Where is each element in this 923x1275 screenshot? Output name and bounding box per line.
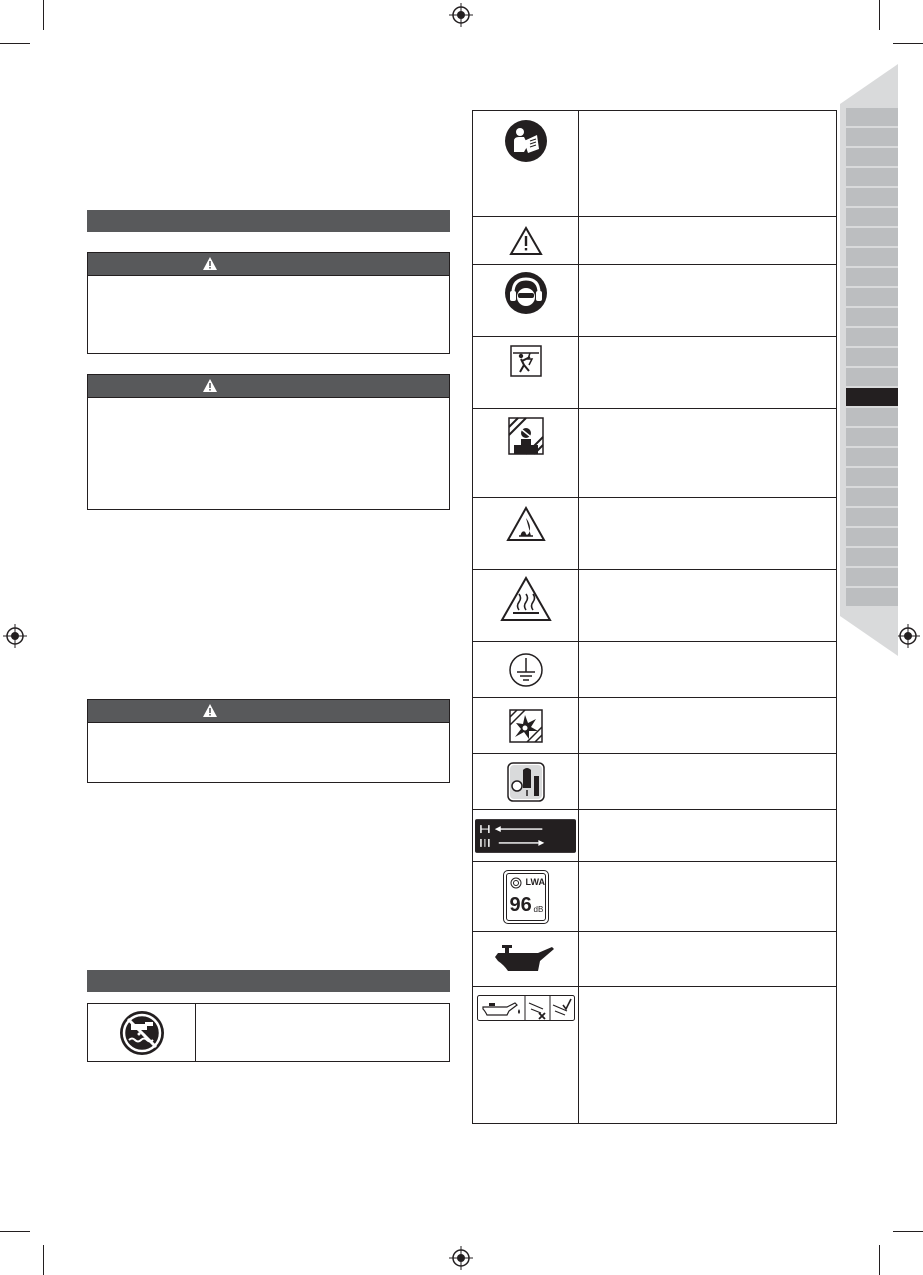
language-tab[interactable]: [846, 108, 898, 126]
symbols-table: [472, 110, 837, 1124]
warning-box: [87, 699, 450, 783]
warning-box: [87, 252, 450, 354]
language-tab[interactable]: [846, 448, 898, 466]
language-tab[interactable]: [846, 208, 898, 226]
symbol-row: [473, 754, 836, 810]
symbol-icon-cell: [473, 337, 579, 408]
language-tab[interactable]: [846, 548, 898, 566]
crop-mark: [43, 1245, 44, 1275]
language-tab[interactable]: [846, 128, 898, 146]
language-tab[interactable]: [846, 348, 898, 366]
thrown-objects-icon: [508, 417, 544, 455]
symbol-row: [473, 698, 836, 754]
symbol-row: [473, 810, 836, 862]
symbol-icon-cell: [473, 698, 579, 753]
no-water-row: [87, 1003, 450, 1062]
symbol-row: [473, 862, 836, 932]
language-tab[interactable]: [846, 268, 898, 286]
crop-mark: [879, 1245, 880, 1275]
symbol-row: [473, 642, 836, 698]
crop-mark: [43, 0, 44, 30]
symbol-text: [579, 698, 836, 753]
language-tab[interactable]: [846, 288, 898, 306]
crop-mark: [879, 0, 880, 30]
language-tab[interactable]: [846, 488, 898, 506]
hot-surface-icon: [500, 576, 552, 622]
symbol-icon-cell: [473, 111, 579, 216]
warning-triangle-icon: [202, 703, 218, 718]
symbol-icon-cell: [473, 409, 579, 497]
language-tab[interactable]: [846, 148, 898, 166]
language-tab[interactable]: [846, 248, 898, 266]
symbol-text: [579, 265, 836, 336]
language-tab-active[interactable]: [846, 388, 898, 406]
registration-mark-icon: [449, 1246, 473, 1270]
symbol-icon-cell: [473, 862, 579, 931]
explosion-icon: [509, 709, 543, 743]
symbol-row: [473, 337, 836, 409]
speaker-icon: [510, 877, 522, 889]
sound-power-unit: dB: [533, 904, 544, 914]
symbol-icon-cell: [473, 754, 579, 809]
symbol-row: [473, 498, 836, 570]
symbol-text: [579, 498, 836, 569]
symbol-row: [473, 570, 836, 642]
language-tab[interactable]: [846, 508, 898, 526]
warning-text: [88, 723, 449, 735]
symbol-icon-cell: [473, 642, 579, 697]
symbol-text: [579, 337, 836, 408]
warning-header: [88, 253, 449, 276]
symbol-row: [473, 409, 836, 498]
section-bar: [87, 210, 450, 232]
warning-triangle-icon: [202, 256, 218, 271]
language-tab[interactable]: [846, 468, 898, 486]
symbol-text: [579, 862, 836, 931]
warning-triangle-icon: [202, 378, 218, 393]
no-water-icon: [119, 1010, 165, 1056]
symbol-text: [579, 932, 836, 986]
oil-mix-icon: [477, 995, 575, 1021]
language-tab[interactable]: [846, 568, 898, 586]
registration-mark-icon: [449, 3, 473, 27]
symbol-text: [579, 642, 836, 697]
symbol-icon-cell: [473, 570, 579, 641]
language-tab[interactable]: [846, 168, 898, 186]
choke-lever-icon: [507, 762, 545, 802]
no-water-icon-cell: [88, 1004, 196, 1061]
warning-triangle-icon: [509, 226, 543, 256]
cutting-direction-icon: [475, 819, 576, 853]
symbol-icon-cell: [473, 498, 579, 569]
crop-mark: [893, 1231, 923, 1232]
symbol-icon-cell: [473, 810, 579, 861]
no-water-text: [196, 1004, 449, 1061]
symbol-row: [473, 265, 836, 337]
symbol-icon-cell: [473, 265, 579, 336]
language-tab[interactable]: [846, 408, 898, 426]
warning-box: [87, 374, 450, 510]
symbol-icon-cell: [473, 217, 579, 264]
symbol-text: [579, 810, 836, 861]
symbol-row: [473, 932, 836, 987]
language-tab[interactable]: [846, 328, 898, 346]
language-tab[interactable]: [846, 588, 898, 606]
symbol-row: [473, 111, 836, 217]
symbol-row: [473, 987, 836, 1123]
language-tab[interactable]: [846, 308, 898, 326]
crop-mark: [893, 43, 923, 44]
symbol-text: [579, 217, 836, 264]
oil-can-icon: [494, 943, 558, 975]
section-bar-label: [87, 214, 95, 228]
symbol-text: [579, 570, 836, 641]
read-manual-icon: [504, 119, 548, 163]
electric-shock-icon: [510, 345, 542, 377]
crop-mark: [0, 1231, 30, 1232]
symbol-text: [579, 409, 836, 497]
crop-mark: [0, 43, 30, 44]
symbol-row: [473, 217, 836, 265]
symbol-text: [579, 754, 836, 809]
registration-mark-icon: [3, 624, 27, 648]
language-tab[interactable]: [846, 188, 898, 206]
language-tab[interactable]: [846, 228, 898, 246]
sound-power-icon: [503, 870, 549, 924]
language-tab[interactable]: [846, 368, 898, 386]
section-bar: [87, 970, 450, 992]
warning-header: [88, 375, 449, 398]
language-tabs: [846, 108, 898, 608]
symbol-text: [579, 111, 836, 216]
sound-power-label: LWA: [525, 876, 545, 887]
warning-text: [88, 398, 449, 410]
sound-power-value: 96: [509, 893, 532, 916]
warning-header: [88, 700, 449, 723]
symbol-icon-cell: [473, 987, 579, 1123]
symbol-icon-cell: [473, 932, 579, 986]
eye-ear-protection-icon: [504, 271, 548, 315]
language-tab[interactable]: [846, 528, 898, 546]
protective-earth-icon: [508, 652, 544, 688]
fire-hazard-icon: [506, 506, 546, 544]
section-bar-label: [87, 974, 95, 988]
symbol-text: [579, 987, 836, 1123]
warning-text: [88, 276, 449, 288]
language-tab[interactable]: [846, 428, 898, 446]
